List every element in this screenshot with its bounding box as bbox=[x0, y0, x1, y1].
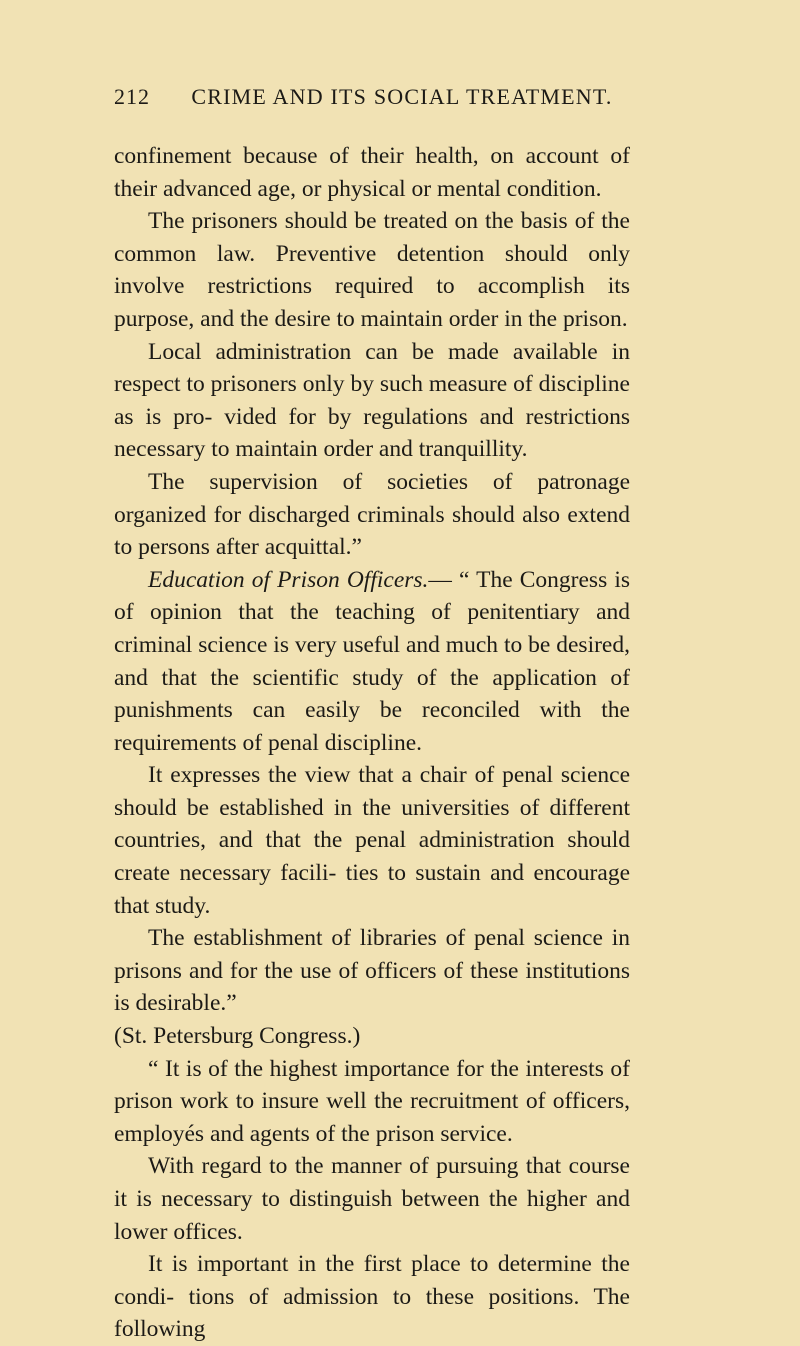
paragraph: The establishment of libraries of penal science in prisons and for the use of officers of these institutions is desirable.” bbox=[114, 925, 630, 1017]
running-header bbox=[114, 84, 630, 110]
paragraph: confinement because of their health, on account of their advanced age, or physical or mental condition. bbox=[114, 143, 630, 202]
paragraph: The prisoners should be treated on the basis of the common law. Preventive detention should only involve restrictions required to accomplish its purpose, and the desire to maintain order in the prison. bbox=[114, 208, 630, 332]
page-number: 212 bbox=[114, 84, 150, 109]
paragraph: With regard to the manner of pursuing that course it is necessary to distinguish between the higher and lower offices. bbox=[114, 1153, 630, 1245]
running-title: CRIME AND ITS SOCIAL TREATMENT. bbox=[191, 84, 613, 109]
paragraph: Local administration can be made available in respect to prisoners only by such measure of discipline as is pro- vided for by regulations and restrictions necessary to maintain order and tranquillity. bbox=[114, 338, 630, 463]
section-heading: Education of Prison Officers. bbox=[148, 566, 429, 593]
section-paragraph bbox=[114, 564, 630, 760]
paragraph: The supervision of societies of patronage organized for discharged criminals should also extend to persons after acquittal.” bbox=[114, 468, 630, 561]
section-text: — “ The Congress is of opinion that the teaching of penitentiary and criminal science is very useful and much to be desired, and that the scientific study of the application of punishments can easily be reconciled with the requirements of penal discipline. bbox=[114, 566, 630, 756]
paragraph: (St. Petersburg Congress.) bbox=[114, 1023, 361, 1050]
paragraph: “ It is of the highest importance for the interests of prison work to insure well the recruitment of officers, employés and agents of the prison service. bbox=[114, 1055, 630, 1147]
paragraph: It is important in the first place to determine the condi- tions of admission to these positions. The following bbox=[114, 1251, 630, 1343]
body-text bbox=[114, 140, 630, 1346]
paragraph: It expresses the view that a chair of penal science should be established in the universities of different countries, and that the penal administration should create necessary facili- ties to sustain and encourage that study. bbox=[114, 762, 630, 919]
